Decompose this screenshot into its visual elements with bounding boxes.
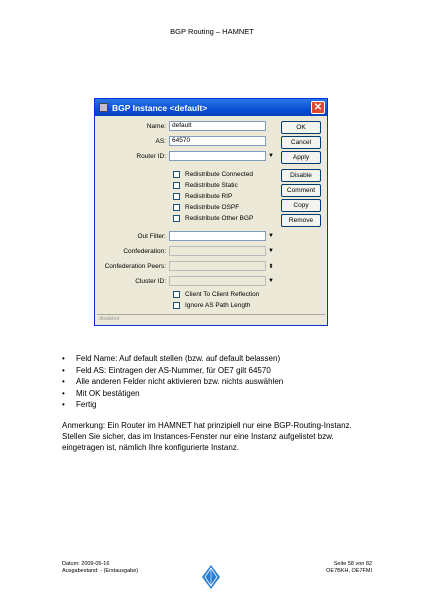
checkbox-icon [173,204,180,211]
note-paragraph: Anmerkung: Ein Router im HAMNET hat prinzipiell nur eine BGP-Routing-Instanz. Stellen Sie sicher, das im Instances-Fenster nur eine Instanz aufgelistet bzw. eingetragen ist, nämlich Ihre konfigurierte Instanz. [62,421,352,452]
apply-button[interactable]: Apply [281,151,321,164]
window-icon [99,103,108,112]
redistribute-other-bgp-checkbox[interactable] [173,215,253,222]
confederation-field[interactable] [169,246,266,256]
ignore-as-path-checkbox[interactable] [173,302,250,309]
checkbox-label: Redistribute OSPF [185,204,240,211]
checkbox-icon [173,291,180,298]
up-down-arrows-icon[interactable]: ⬍ [268,263,274,270]
instruction-list [62,354,283,412]
footer-right [326,561,372,575]
checkbox-label: Redistribute Static [185,182,238,189]
footer-edition: Ausgabestand: - (Erstausgabe) [62,568,139,574]
checkbox-label: Redistribute Connected [185,171,253,178]
as-field[interactable]: 64570 [169,136,266,146]
router-id-label: Router ID: [136,152,166,160]
cluster-id-label: Cluster ID: [135,277,166,285]
out-filter-label: Out Filter: [137,232,166,240]
chevron-down-icon[interactable]: ▼ [268,233,274,239]
close-icon[interactable]: ✕ [311,101,325,114]
checkbox-icon [173,182,180,189]
dialog-titlebar[interactable] [95,99,327,116]
as-label: AS: [155,137,166,145]
list-item: • Feld AS: Eintragen der AS-Nummer, für OE7 gilt 64570 [62,366,283,378]
router-id-field[interactable] [169,151,266,161]
disable-button[interactable]: Disable [281,169,321,182]
remove-button[interactable]: Remove [281,214,321,227]
ok-button[interactable]: OK [281,121,321,134]
checkbox-icon [173,302,180,309]
footer-authors: OE7BKH, OE7FMI [326,568,372,574]
list-item: • Alle anderen Felder nicht aktivieren bzw. nichts auswählen [62,377,283,389]
checkbox-label: Redistribute RIP [185,193,233,200]
list-item: • Fertig [62,400,283,412]
footer-left [62,561,138,575]
copy-button[interactable]: Copy [281,199,321,212]
checkbox-icon [173,215,180,222]
bgp-instance-dialog [94,98,328,326]
list-item: • Mit OK bestätigen [62,389,283,401]
confederation-peers-field[interactable] [169,261,266,271]
redistribute-connected-checkbox[interactable] [173,171,253,178]
checkbox-icon [173,193,180,200]
footer-page: Seite 58 von 82 [333,561,372,567]
out-filter-field[interactable] [169,231,266,241]
name-label: Name: [146,122,166,130]
dialog-title: BGP Instance <default> [112,102,208,113]
chevron-down-icon[interactable]: ▼ [268,153,274,159]
checkbox-icon [173,171,180,178]
redistribute-ospf-checkbox[interactable] [173,204,239,211]
checkbox-label: Client To Client Reflection [185,291,260,298]
chevron-down-icon[interactable]: ▼ [268,278,274,284]
footer-date: Datum: 2009-05-16 [62,561,110,567]
diamond-logo-icon [202,565,220,589]
page-header: BGP Routing – HAMNET [170,27,254,36]
chevron-down-icon[interactable]: ▼ [268,248,274,254]
checkbox-label: Redistribute Other BGP [185,215,254,222]
status-bar: disabled [97,314,325,323]
redistribute-rip-checkbox[interactable] [173,193,232,200]
redistribute-static-checkbox[interactable] [173,182,238,189]
cancel-button[interactable]: Cancel [281,136,321,149]
client-to-client-checkbox[interactable] [173,291,259,298]
cluster-id-field[interactable] [169,276,266,286]
comment-button[interactable]: Comment [281,184,321,197]
confederation-label: Confederation: [123,247,166,255]
confederation-peers-label: Confederation Peers: [104,262,166,270]
checkbox-label: Ignore AS Path Length [185,302,251,309]
name-field[interactable]: default [169,121,266,131]
list-item: • Feld Name: Auf default stellen (bzw. auf default belassen) [62,354,283,366]
